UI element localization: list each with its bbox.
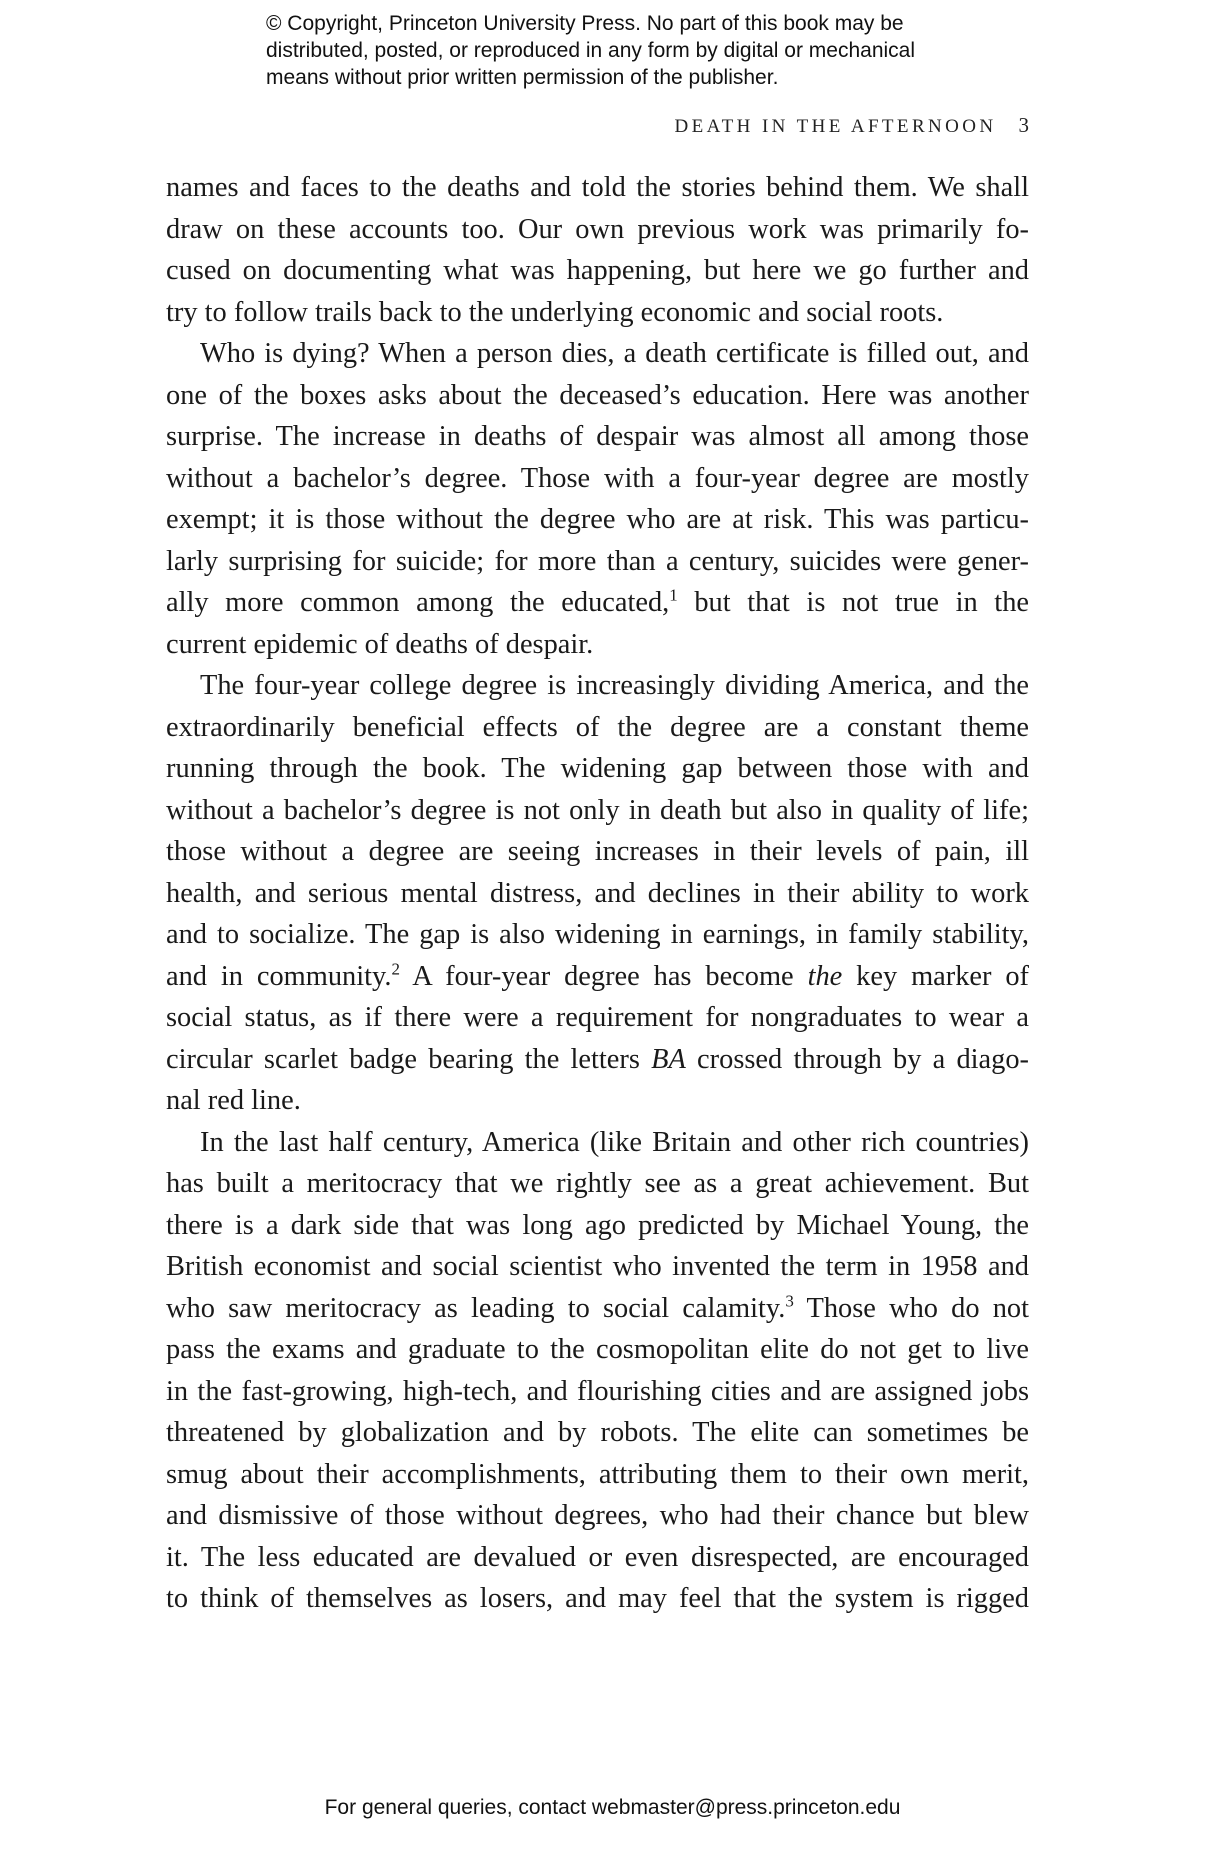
text-line: surprise. The increase in deaths of despair was almost all among those: [166, 421, 1029, 452]
text-line: In the last half century, America (like Britain and other rich countries): [200, 1126, 1029, 1158]
text-line: without a bachelor’s degree is not only in death but also in quality of life;: [166, 794, 1029, 826]
text-line: British economist and social scientist who invented the term in 1958 and: [166, 1251, 1029, 1282]
running-head: [166, 113, 1029, 138]
emphasis-text: BA: [651, 1043, 686, 1075]
text-line: it. The less educated are devalued or even disrespected, are encouraged: [166, 1541, 1029, 1573]
paragraph-3: [166, 665, 1029, 1122]
copyright-line-1: © Copyright, Princeton University Press. No part of this book may be: [266, 12, 904, 35]
text-segment: crossed through by a diago-: [685, 1043, 1029, 1075]
text-line: smug about their accomplishments, attributing them to their own merit,: [166, 1458, 1029, 1490]
text-line: larly surprising for suicide; for more than a century, suicides were gener-: [166, 545, 1029, 577]
paragraph-1: [166, 167, 1029, 333]
text-line: one of the boxes asks about the deceased’s education. Here was another: [166, 379, 1029, 411]
text-line: [166, 582, 1029, 624]
body-text: [166, 167, 1029, 1620]
text-line: and dismissive of those without degrees, who had their chance but blew: [166, 1500, 1029, 1531]
footer-contact: For general queries, contact webmaster@press.princeton.edu: [324, 1796, 901, 1819]
text-line: current epidemic of deaths of despair.: [166, 628, 594, 660]
text-line: [166, 1039, 1029, 1081]
text-segment: key marker of: [842, 960, 1030, 992]
text-line: threatened by globalization and by robots. The elite can sometimes be: [166, 1417, 1029, 1448]
text-line: [166, 956, 1029, 998]
text-segment: who saw meritocracy as leading to social calamity.: [166, 1292, 786, 1324]
text-line: [166, 1288, 1029, 1330]
footnote-ref-3[interactable]: 3: [785, 1291, 794, 1311]
text-line: health, and serious mental distress, and declines in their ability to work: [166, 877, 1029, 909]
page-number: 3: [1018, 113, 1029, 137]
text-segment: but that is not true in the: [677, 587, 1029, 618]
copyright-line-3: means without prior written permission of the publisher.: [266, 66, 779, 89]
text-line: social status, as if there were a requirement for nongraduates to wear a: [166, 1002, 1029, 1033]
text-line: those without a degree are seeing increases in their levels of pain, ill: [166, 836, 1029, 867]
text-line: and to socialize. The gap is also widening in earnings, in family stability,: [166, 919, 1029, 950]
text-segment: ally more common among the educated,: [166, 587, 670, 618]
text-line: nal red line.: [166, 1085, 301, 1116]
copyright-line-2: distributed, posted, or reproduced in any form by digital or mechanical: [266, 39, 916, 62]
text-line: there is a dark side that was long ago predicted by Michael Young, the: [166, 1209, 1029, 1241]
text-segment: and in community.: [166, 960, 392, 992]
text-line: without a bachelor’s degree. Those with a four-year degree are mostly: [166, 462, 1029, 494]
text-line: draw on these accounts too. Our own previous work was primarily fo-: [166, 213, 1029, 245]
text-line: extraordinarily beneficial effects of the degree are a constant theme: [166, 711, 1029, 743]
copyright-notice: [266, 10, 1026, 91]
chapter-title: DEATH IN THE AFTERNOON: [674, 116, 997, 137]
text-segment: circular scarlet badge bearing the letters: [166, 1043, 652, 1075]
text-segment: Those who do not: [793, 1292, 1029, 1324]
text-segment: A four-year degree has become: [399, 960, 808, 992]
text-line: try to follow trails back to the underlying economic and social roots.: [166, 296, 944, 328]
footnote-ref-2[interactable]: 2: [391, 959, 400, 979]
emphasis-text: the: [807, 960, 843, 992]
paragraph-2: [166, 333, 1029, 665]
text-line: running through the book. The widening gap between those with and: [166, 753, 1029, 784]
text-line: to think of themselves as losers, and may feel that the system is rigged: [166, 1583, 1029, 1614]
text-line: has built a meritocracy that we rightly see as a great achievement. But: [166, 1168, 1029, 1199]
text-line: pass the exams and graduate to the cosmopolitan elite do not get to live: [166, 1334, 1029, 1365]
text-line: Who is dying? When a person dies, a death certificate is filled out, and: [200, 338, 1029, 369]
paragraph-4: [166, 1122, 1029, 1620]
text-line: in the fast-growing, high-tech, and flourishing cities and are assigned jobs: [166, 1375, 1029, 1407]
text-line: The four-year college degree is increasingly dividing America, and the: [200, 670, 1029, 701]
text-line: exempt; it is those without the degree who are at risk. This was particu-: [166, 504, 1029, 535]
footnote-ref-1[interactable]: 1: [669, 585, 678, 605]
text-line: names and faces to the deaths and told the stories behind them. We shall: [166, 172, 1029, 203]
text-line: cused on documenting what was happening, but here we go further and: [166, 255, 1029, 286]
